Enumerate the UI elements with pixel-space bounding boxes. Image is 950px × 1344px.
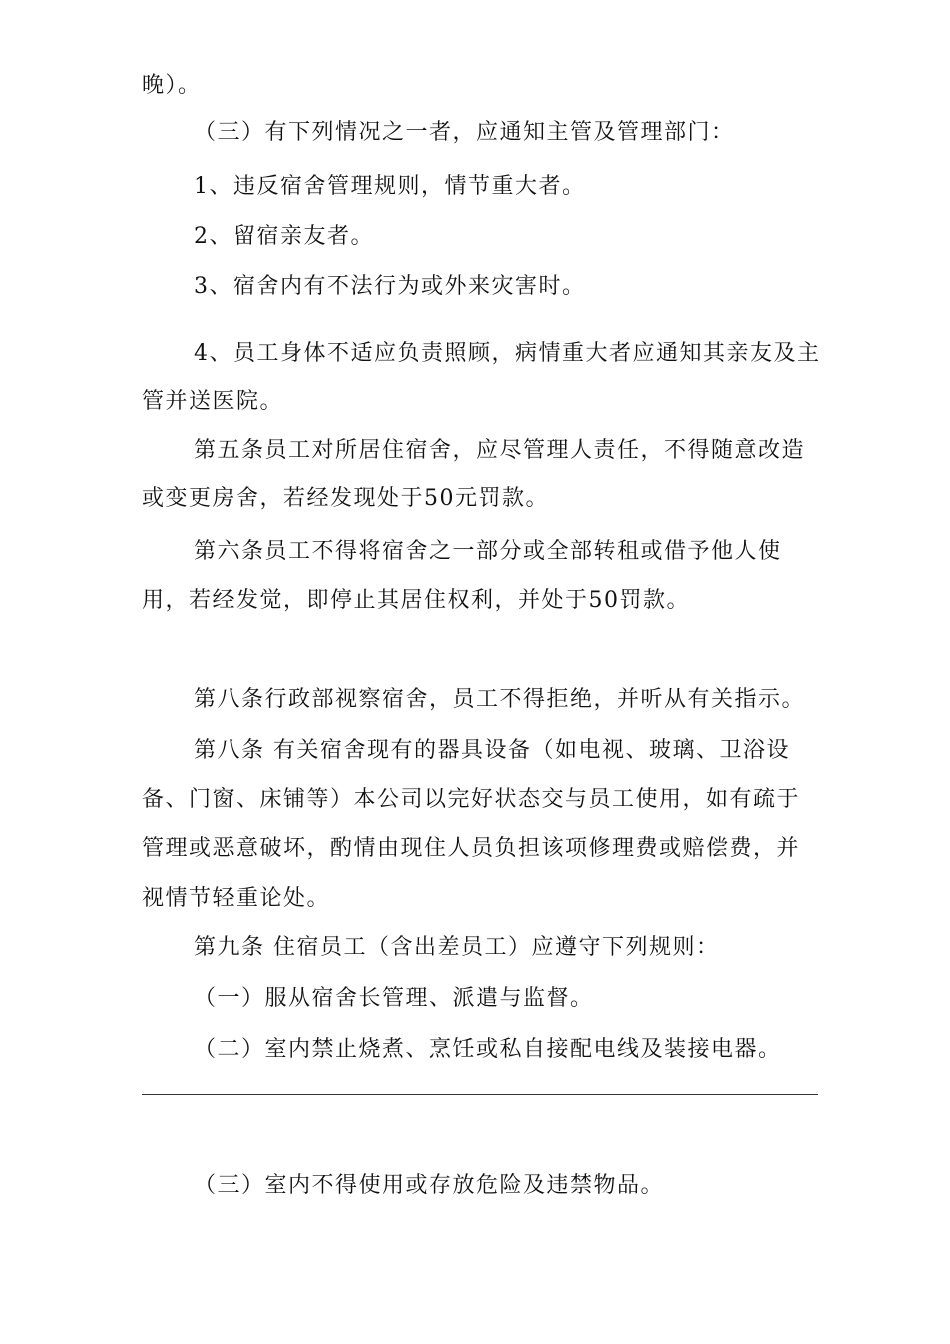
page-divider — [142, 1094, 818, 1095]
text-line: 备、门窗、床铺等）本公司以完好状态交与员工使用，如有疏于 — [142, 787, 801, 812]
text-line: 管理或恶意破坏，酌情由现住人员负担该项修理费或赔偿费，并 — [142, 836, 801, 861]
text-line: 第五条员工对所居住宿舍，应尽管理人责任，不得随意改造 — [194, 438, 806, 463]
text-line: 管并送医院。 — [142, 389, 284, 414]
text-line: 2、留宿亲友者。 — [194, 224, 374, 249]
text-line: 视情节轻重论处。 — [142, 886, 331, 911]
text-line: 第八条 有关宿舍现有的器具设备（如电视、玻璃、卫浴设 — [194, 738, 790, 763]
text-line: 第八条行政部视察宿舍，员工不得拒绝，并听从有关指示。 — [194, 687, 806, 712]
text-line: 或变更房舍，若经发现处于50元罚款。 — [142, 486, 549, 511]
text-line: 晚）。 — [142, 73, 202, 98]
text-line: 第九条 住宿员工（含出差员工）应遵守下列规则： — [194, 935, 720, 960]
text-line: 3、宿舍内有不法行为或外来灾害时。 — [194, 274, 586, 299]
text-line: （三）有下列情况之一者，应通知主管及管理部门： — [194, 120, 735, 145]
text-line: 4、员工身体不适应负责照顾，病情重大者应通知其亲友及主 — [194, 341, 821, 366]
text-line: 第六条员工不得将宿舍之一部分或全部转租或借予他人使 — [194, 539, 782, 564]
text-line: （三）室内不得使用或存放危险及违禁物品。 — [194, 1173, 665, 1198]
text-line: （二）室内禁止烧煮、烹饪或私自接配电线及装接电器。 — [194, 1037, 782, 1062]
text-line: （一）服从宿舍长管理、派遣与监督。 — [194, 986, 594, 1011]
text-line: 用，若经发觉，即停止其居住权利，并处于50罚款。 — [142, 588, 690, 613]
text-line: 1、违反宿舍管理规则，情节重大者。 — [194, 174, 586, 199]
